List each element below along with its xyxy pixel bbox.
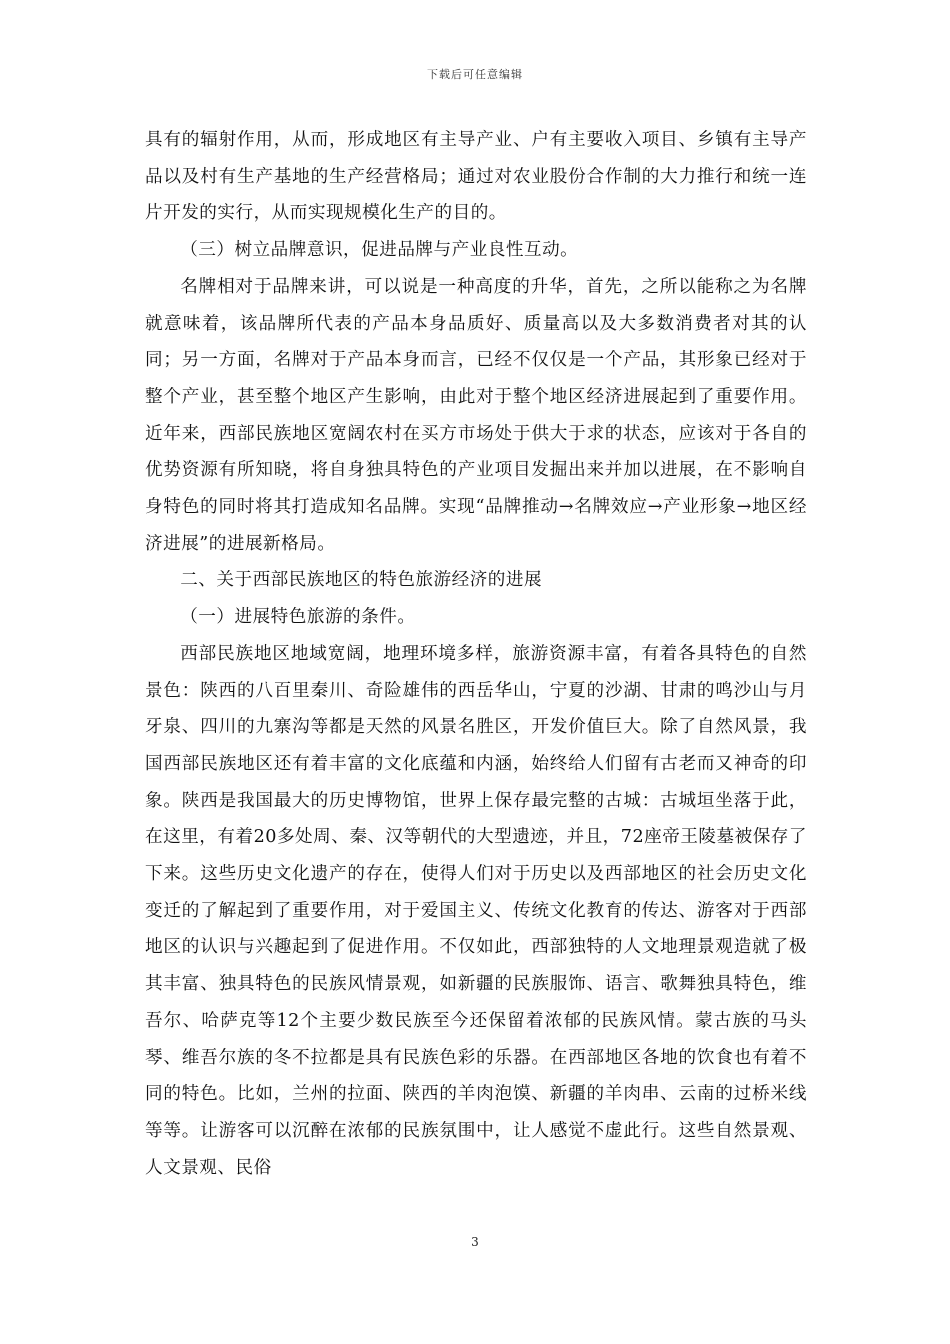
section-heading-tourism: 二、关于西部民族地区的特色旅游经济的进展 — [180, 570, 543, 591]
document-body — [145, 122, 807, 1186]
section-heading-brand: （三）树立品牌意识，促进品牌与产业良性互动。 — [180, 240, 579, 261]
page-number: 3 — [471, 1235, 479, 1249]
paragraph-tourism: 西部民族地区地域宽阔，地理环境多样，旅游资源丰富，有着各具特色的自然景色：陕西的八百里秦川、奇险雄伟的西岳华山，宁夏的沙湖、甘肃的鸣沙山与月牙泉、四川的九寨沟等都是天然的风景名胜区，开发价值巨大。除了自然风景，我国西部民族地区还有着丰富的文化底蕴和内涵，始终给人们留有古老而又神奇的印象。陕西是我国最大的历史博物馆，世界上保存最完整的古城：古城垣坐落于此，在这里，有着20多处周、秦、汉等朝代的大型遗迹，并且，72座帝王陵墓被保存了下来。这些历史文化遗产的存在，使得人们对于历史以及西部地区的社会历史文化变迁的了解起到了重要作用，对于爱国主义、传统文化教育的传达、游客对于西部地区的认识与兴趣起到了促进作用。不仅如此，西部独特的人文地理景观造就了极其丰富、独具特色的民族风情景观，如新疆的民族服饰、语言、歌舞独具特色，维吾尔、哈萨克等12个主要少数民族至今还保留着浓郁的民族风情。蒙古族的马头琴、维吾尔族的冬不拉都是具有民族色彩的乐器。在西部地区各地的饮食也有着不同的特色。比如，兰州的拉面、陕西的羊肉泡馍、新疆的羊肉串、云南的过桥米线等等。让游客可以沉醉在浓郁的民族氛围中，让人感觉不虚此行。这些自然景观、人文景观、民俗 — [145, 643, 807, 1178]
page-header: 下载后可任意编辑 — [427, 68, 523, 81]
paragraph-brand: 名牌相对于品牌来讲，可以说是一种高度的升华，首先，之所以能称之为名牌就意味着，该品牌所代表的产品本身品质好、质量高以及大多数消费者对其的认同；另一方面，名牌对于产品本身而言，已经不仅仅是一个产品，其形象已经对于整个产业，甚至整个地区产生影响，由此对于整个地区经济进展起到了重要作用。近年来，西部民族地区宽阔农村在买方市场处于供大于求的状态，应该对于各自的优势资源有所知晓，将自身独具特色的产业项目发掘出来并加以进展，在不影响自身特色的同时将其打造成知名品牌。实现“品牌推动→名牌效应→产业形象→地区经济进展”的进展新格局。 — [145, 276, 807, 554]
subsection-heading-conditions: （一）进展特色旅游的条件。 — [180, 607, 416, 628]
paragraph-continuation: 具有的辐射作用，从而，形成地区有主导产业、户有主要收入项目、乡镇有主导产品以及村有生产基地的生产经营格局；通过对农业股份合作制的大力推行和统一连片开发的实行，从而实现规模化生产的目的。 — [145, 130, 807, 224]
